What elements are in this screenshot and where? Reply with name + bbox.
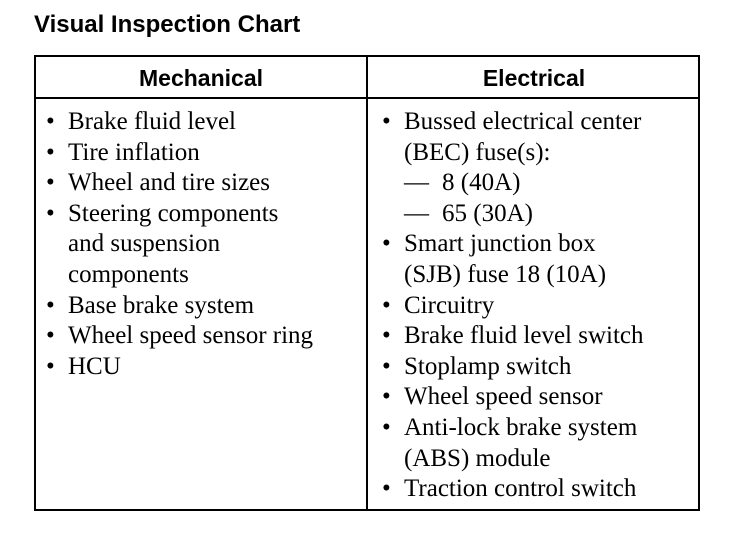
item-text: Stoplamp switch	[404, 352, 572, 380]
dash-icon: —	[404, 169, 429, 197]
list-item	[46, 352, 361, 383]
item-text: (ABS) module	[404, 444, 551, 472]
item-text: (SJB) fuse 18 (10A)	[404, 260, 607, 288]
list-item	[382, 229, 698, 290]
bullet-icon: •	[382, 475, 391, 503]
bullet-icon: •	[46, 352, 55, 380]
list-item	[46, 107, 361, 138]
item-text: components	[68, 260, 189, 288]
electrical-list	[382, 107, 698, 505]
sub-item	[404, 168, 698, 199]
item-text: Base brake system	[68, 291, 255, 319]
dash-icon: —	[404, 199, 429, 227]
bullet-icon: •	[46, 291, 55, 319]
bullet-icon: •	[382, 291, 391, 319]
inspection-table	[34, 55, 700, 511]
item-text: Circuitry	[404, 291, 495, 319]
bullet-icon: •	[382, 352, 391, 380]
item-text: HCU	[68, 352, 121, 380]
item-text: Steering components	[68, 199, 279, 227]
list-item	[46, 138, 361, 169]
electrical-header: Electrical	[482, 65, 586, 91]
bullet-icon: •	[46, 322, 55, 350]
item-text: Wheel speed sensor ring	[68, 322, 314, 350]
list-item	[382, 474, 698, 505]
header-rule	[36, 97, 698, 99]
mechanical-list	[46, 107, 361, 382]
item-text: Smart junction box	[404, 230, 596, 258]
list-item	[46, 321, 361, 352]
item-text: Anti-lock brake system	[404, 413, 638, 441]
item-text: (BEC) fuse(s):	[404, 138, 551, 166]
item-text: Tire inflation	[68, 138, 200, 166]
list-item	[382, 413, 698, 474]
bullet-icon: •	[382, 322, 391, 350]
item-text: Wheel speed sensor	[404, 383, 603, 411]
item-text: Wheel and tire sizes	[68, 169, 270, 197]
bullet-icon: •	[46, 108, 55, 135]
bullet-icon: •	[382, 413, 391, 441]
bullet-icon: •	[46, 138, 55, 166]
list-item	[46, 199, 361, 291]
list-item	[382, 291, 698, 322]
item-text: Brake fluid level switch	[404, 322, 644, 350]
chart-title: Visual Inspection Chart	[34, 11, 301, 38]
mechanical-header: Mechanical	[139, 65, 263, 91]
bullet-icon: •	[382, 230, 391, 258]
item-text: Brake fluid level	[68, 108, 236, 135]
bullet-icon: •	[46, 169, 55, 197]
list-item	[382, 107, 698, 229]
list-item	[46, 168, 361, 199]
list-item	[382, 352, 698, 383]
column-divider	[366, 57, 368, 509]
list-item	[382, 382, 698, 413]
bullet-icon: •	[382, 108, 391, 135]
bullet-icon: •	[46, 199, 55, 227]
list-item	[46, 291, 361, 322]
item-text: Traction control switch	[404, 475, 637, 503]
bullet-icon: •	[382, 383, 391, 411]
item-text: Bussed electrical center	[404, 108, 642, 135]
item-text: and suspension	[68, 230, 221, 258]
sub-item-text: 65 (30A)	[442, 199, 533, 227]
list-item	[382, 321, 698, 352]
sub-item	[404, 199, 698, 230]
sub-item-text: 8 (40A)	[442, 169, 521, 197]
